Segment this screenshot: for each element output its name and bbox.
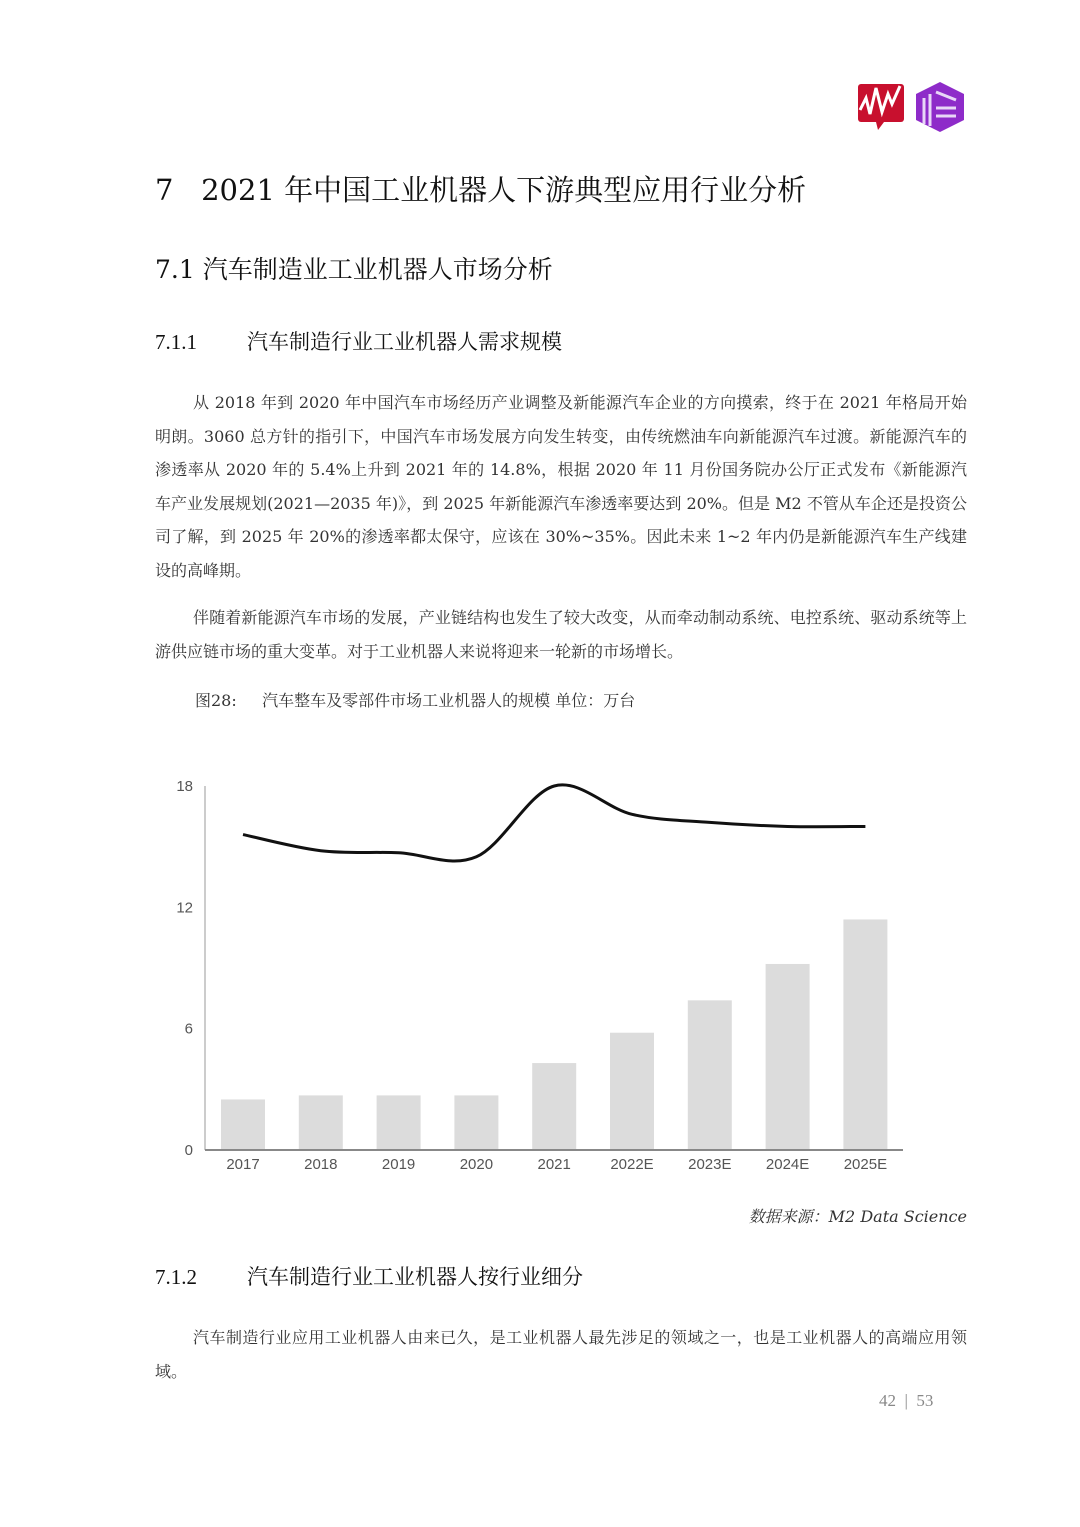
bar <box>766 964 810 1150</box>
x-tick-label: 2021 <box>537 1156 571 1173</box>
paragraph: 汽车制造行业应用工业机器人由来已久，是工业机器人最先涉足的领域之一，也是工业机器人的高端应用领域。 <box>155 1328 967 1381</box>
bar <box>377 1095 421 1150</box>
x-tick-label: 2017 <box>226 1156 260 1173</box>
paragraph: 从 2018 年到 2020 年中国汽车市场经历产业调整及新能源汽车企业的方向摸索，终于在 2021 年格局开始明朗。3060 总方针的指引下，中国汽车市场发展方向发生转变，由传统燃油车向新能源汽车过渡。新能源汽车的渗透率从 2020 年的 5.4%上升到 2021 年的 14.8%，根据 2020 年 11 月份国务院办公厅正式发布《新能源汽车产业发展规划(2021—2035 年)》，到 2025 年新能源汽车渗透率要达到 20%。但是 M2 不管从车企还是投资公司了解，到 2025 年 20%的渗透率都太保守，应该在 30%~35%。因此未来 1~2 年内仍是新能源汽车生产线建设的高峰期。 <box>155 393 967 580</box>
company-logos <box>856 80 968 132</box>
bar <box>688 1000 732 1150</box>
subsection-heading-1 <box>155 326 562 356</box>
page-number: 42 | 53 <box>879 1391 934 1410</box>
bar <box>221 1099 265 1150</box>
subsection-number: 7.1.2 <box>155 1265 197 1289</box>
x-tick-label: 2022E <box>610 1156 654 1173</box>
series-line <box>243 785 865 861</box>
m2-logo-icon <box>858 84 904 130</box>
subsection-heading-2 <box>155 1261 583 1291</box>
body-text-2 <box>155 1321 967 1402</box>
y-tick-label: 12 <box>176 899 193 917</box>
subsection-title: 汽车制造行业工业机器人需求规模 <box>247 330 562 354</box>
y-tick-label: 18 <box>176 778 193 795</box>
bar <box>454 1095 498 1150</box>
data-source: 数据来源：M2 Data Science <box>748 1207 967 1226</box>
figure-caption: 图28: 汽车整车及零部件市场工业机器人的规模 单位：万台 <box>195 691 636 710</box>
section-heading: 7.1 汽车制造业工业机器人市场分析 <box>155 255 553 284</box>
x-tick-label: 2020 <box>459 1156 494 1173</box>
body-text <box>155 386 967 682</box>
chapter-heading: 7 2021 年中国工业机器人下游典型应用行业分析 <box>155 173 807 207</box>
x-tick-label: 2025E <box>843 1156 888 1173</box>
x-tick-label: 2019 <box>381 1156 416 1173</box>
bar <box>299 1095 343 1150</box>
paragraph: 伴随着新能源汽车市场的发展，产业链结构也发生了较大改变，从而牵动制动系统、电控系统、驱动系统等上游供应链市场的重大变革。对于工业机器人来说将迎来一轮新的市场增长。 <box>155 608 967 661</box>
bar <box>843 919 887 1150</box>
subsection-number: 7.1.1 <box>155 330 197 354</box>
x-tick-label: 2023E <box>688 1156 732 1173</box>
bar-line-chart <box>0 760 1080 1180</box>
bar <box>532 1063 576 1150</box>
x-tick-label: 2024E <box>765 1156 810 1173</box>
bar <box>610 1033 654 1150</box>
y-tick-label: 6 <box>184 1020 193 1038</box>
subsection-title: 汽车制造行业工业机器人按行业细分 <box>247 1265 583 1289</box>
x-tick-label: 2018 <box>304 1156 338 1173</box>
y-tick-label: 0 <box>184 1142 193 1159</box>
purple-cube-logo-icon <box>916 82 964 132</box>
